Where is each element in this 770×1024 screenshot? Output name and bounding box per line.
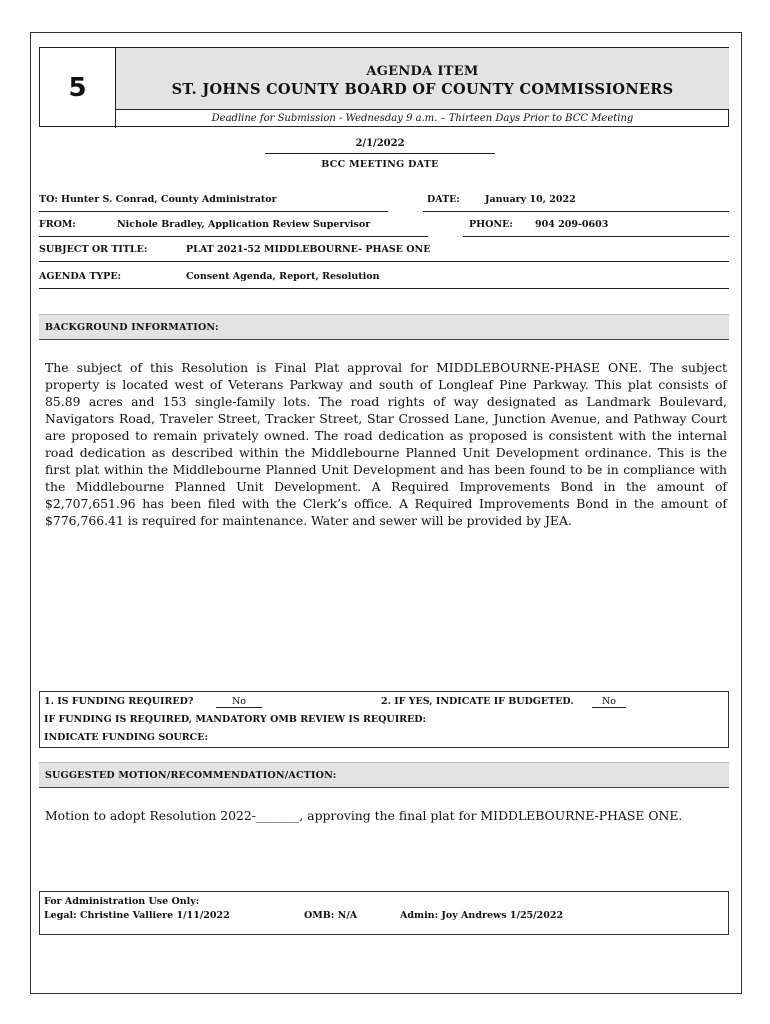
from-label: FROM: [39,219,76,230]
motion-text: Motion to adopt Resolution 2022-_______, approving the final plat for MIDDLEBOURNE-PHASE ONE. [45,808,683,823]
phone-value: 904 209-0603 [535,219,609,230]
omb-review: OMB: N/A [304,910,358,921]
motion-heading: SUGGESTED MOTION/RECOMMENDATION/ACTION: [39,762,729,788]
bcc-meeting-date: 2/1/2022 [265,138,495,154]
legal-review: Legal: Christine Valliere 1/11/2022 [44,910,230,921]
from-underline [39,236,428,237]
funding-required-value: No [216,696,262,708]
budgeted-value-wrap [592,696,626,708]
to-underline [39,211,388,212]
to-label: TO: [39,194,58,205]
phone-label: PHONE: [469,219,513,230]
agenda-header [39,47,729,127]
background-text: The subject of this Resolution is Final Plat approval for MIDDLEBOURNE-PHASE ONE. The subject property is located west of Veterans Parkway and south of Longleaf Pine Parkway. This plat consists of 85.89 acres and 153 single-family lots. The road rights of way designated as Landmark Boulevard, Navigators Road, Traveler Street, Tracker Street, Star Crossed Lane, Junction Avenue, and Pathway Court are proposed to remain privately owned. The road dedication as proposed is consistent with the internal road dedication as described within the Middlebourne Planned Unit Development ordinance. This is the first plat within the Middlebourne Planned Unit Development and has been found to be in compliance with the Middlebourne Planned Unit Development. A Required Improvements Bond in the amount of $2,707,651.96 has been filed with the Clerk’s office. A Required Improvements Bond in the amount of $776,766.41 is required for maintenance. Water and sewer will be provided by JEA. [45,360,727,528]
title-area [116,48,729,110]
subject-value: PLAT 2021-52 MIDDLEBOURNE- PHASE ONE [186,244,431,255]
submission-deadline: Deadline for Submission - Wednesday 9 a.m. – Thirteen Days Prior to BCC Meeting [211,113,634,124]
agenda-item-number: 5 [40,48,116,128]
admin-box [39,891,729,935]
agenda-type-value: Consent Agenda, Report, Resolution [186,271,380,282]
budgeted-value: No [592,696,626,708]
agenda-page [30,32,742,994]
funding-box [39,691,729,748]
budgeted-label: 2. IF YES, INDICATE IF BUDGETED. [381,696,574,707]
date-value: January 10, 2022 [485,194,576,205]
phone-underline [463,236,729,237]
funding-source-label: INDICATE FUNDING SOURCE: [44,732,208,743]
admin-heading: For Administration Use Only: [44,896,200,907]
agenda-type-underline [39,288,729,289]
title-line1: AGENDA ITEM [366,64,479,79]
bcc-meeting-date-label: BCC MEETING DATE [321,159,439,170]
funding-required-value-wrap [216,696,262,708]
subject-underline [39,261,729,262]
date-underline [423,211,729,212]
to-value: Hunter S. Conrad, County Administrator [61,194,277,205]
title-line2: ST. JOHNS COUNTY BOARD OF COUNTY COMMISSIONERS [171,81,674,98]
subject-label: SUBJECT OR TITLE: [39,244,148,255]
admin-review: Admin: Joy Andrews 1/25/2022 [400,910,564,921]
date-label: DATE: [427,194,460,205]
omb-review-note: IF FUNDING IS REQUIRED, MANDATORY OMB REVIEW IS REQUIRED: [44,714,427,725]
funding-required-label: 1. IS FUNDING REQUIRED? [44,696,194,707]
from-value: Nichole Bradley, Application Review Supervisor [117,219,371,230]
background-heading: BACKGROUND INFORMATION: [39,314,729,340]
agenda-type-label: AGENDA TYPE: [39,271,122,282]
